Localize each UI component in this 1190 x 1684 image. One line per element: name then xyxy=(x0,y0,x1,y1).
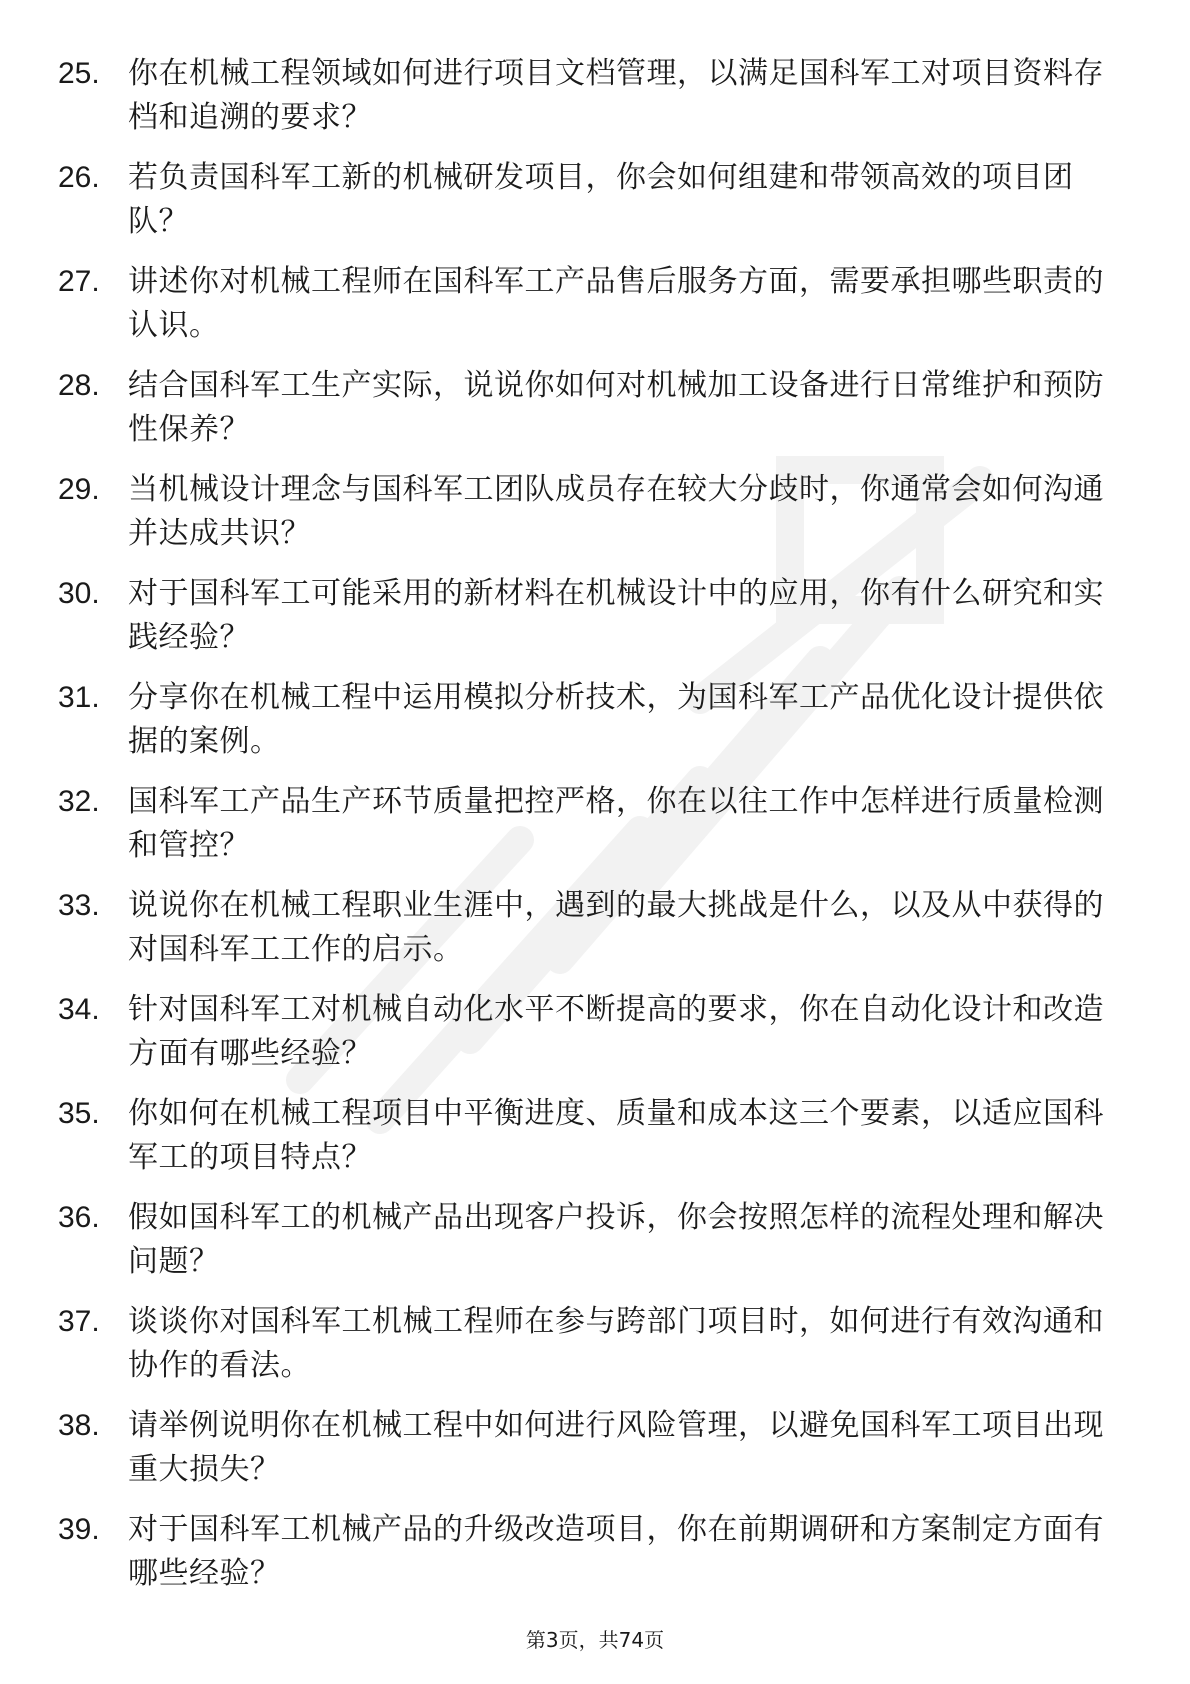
question-item xyxy=(58,468,1128,572)
question-text: 若负责国科军工新的机械研发项目，你会如何组建和带领高效的项目团队？ xyxy=(128,160,1074,239)
question-item xyxy=(58,1196,1128,1300)
question-number: 26. xyxy=(58,161,100,194)
question-text: 对于国科军工机械产品的升级改造项目，你在前期调研和方案制定方面有哪些经验？ xyxy=(128,1512,1104,1591)
question-text: 谈谈你对国科军工机械工程师在参与跨部门项目时，如何进行有效沟通和协作的看法。 xyxy=(128,1304,1104,1383)
question-number: 25. xyxy=(58,57,100,90)
question-number: 32. xyxy=(58,785,100,818)
question-number: 35. xyxy=(58,1097,100,1130)
question-item xyxy=(58,884,1128,988)
question-item xyxy=(58,1300,1128,1404)
question-text: 讲述你对机械工程师在国科军工产品售后服务方面，需要承担哪些职责的认识。 xyxy=(128,264,1104,343)
question-item xyxy=(58,988,1128,1092)
question-text: 说说你在机械工程职业生涯中，遇到的最大挑战是什么，以及从中获得的对国科军工工作的启示。 xyxy=(128,888,1104,967)
question-text: 结合国科军工生产实际，说说你如何对机械加工设备进行日常维护和预防性保养？ xyxy=(128,368,1104,447)
question-text: 国科军工产品生产环节质量把控严格，你在以往工作中怎样进行质量检测和管控？ xyxy=(128,784,1104,863)
question-item xyxy=(58,260,1128,364)
question-number: 36. xyxy=(58,1201,100,1234)
question-item xyxy=(58,156,1128,260)
question-item xyxy=(58,364,1128,468)
question-text: 假如国科军工的机械产品出现客户投诉，你会按照怎样的流程处理和解决问题？ xyxy=(128,1200,1104,1279)
question-item xyxy=(58,572,1128,676)
question-item xyxy=(58,676,1128,780)
page-footer: 第3页，共74页 xyxy=(525,1628,665,1652)
question-number: 39. xyxy=(58,1513,100,1546)
question-number: 38. xyxy=(58,1409,100,1442)
question-text: 针对国科军工对机械自动化水平不断提高的要求，你在自动化设计和改造方面有哪些经验？ xyxy=(128,992,1104,1071)
question-item xyxy=(58,1508,1128,1612)
question-item xyxy=(58,780,1128,884)
question-text: 你如何在机械工程项目中平衡进度、质量和成本这三个要素，以适应国科军工的项目特点？ xyxy=(128,1096,1104,1175)
question-number: 34. xyxy=(58,993,100,1026)
question-number: 31. xyxy=(58,681,100,714)
question-text: 你在机械工程领域如何进行项目文档管理，以满足国科军工对项目资料存档和追溯的要求？ xyxy=(128,56,1104,135)
question-number: 30. xyxy=(58,577,100,610)
question-number: 27. xyxy=(58,265,100,298)
question-text: 当机械设计理念与国科军工团队成员存在较大分歧时，你通常会如何沟通并达成共识？ xyxy=(128,472,1104,551)
question-text: 对于国科军工可能采用的新材料在机械设计中的应用，你有什么研究和实践经验？ xyxy=(128,576,1104,655)
question-text: 请举例说明你在机械工程中如何进行风险管理，以避免国科军工项目出现重大损失？ xyxy=(128,1408,1104,1487)
question-number: 33. xyxy=(58,889,100,922)
question-item xyxy=(58,1092,1128,1196)
question-item xyxy=(58,1404,1128,1508)
question-text: 分享你在机械工程中运用模拟分析技术，为国科军工产品优化设计提供依据的案例。 xyxy=(128,680,1104,759)
question-number: 29. xyxy=(58,473,100,506)
question-number: 28. xyxy=(58,369,100,402)
question-item xyxy=(58,52,1128,156)
question-list xyxy=(58,52,1128,1612)
question-number: 37. xyxy=(58,1305,100,1338)
